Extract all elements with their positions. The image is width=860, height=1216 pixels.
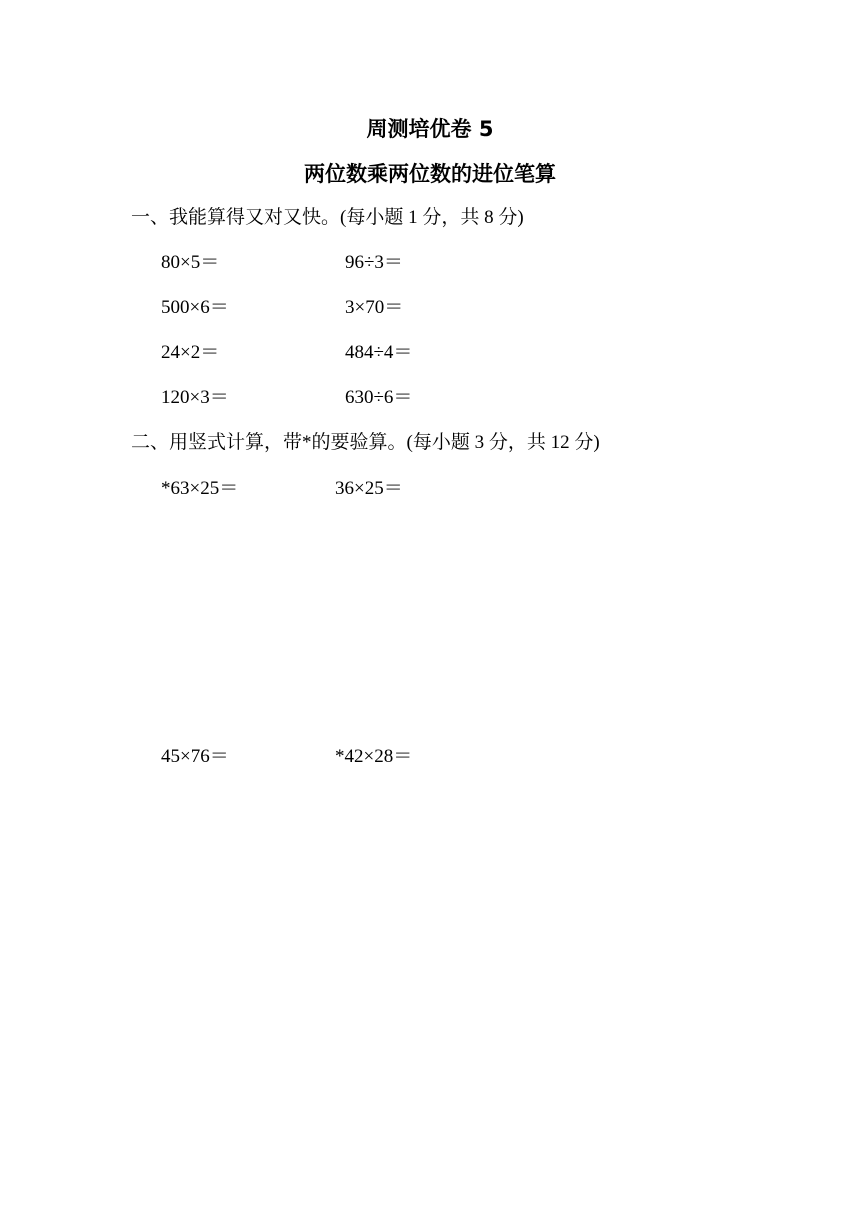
page-title: 周测培优卷 5: [366, 117, 494, 141]
oral-calc-item: 3×70＝: [345, 297, 404, 318]
section-1-heading: 一、我能算得又对又快。(每小题 1 分，共 8 分): [131, 207, 524, 228]
page-subtitle: 两位数乘两位数的进位笔算: [304, 162, 556, 186]
oral-calc-item: 484÷4＝: [345, 342, 413, 363]
oral-calc-item: 500×6＝: [161, 297, 229, 318]
vertical-calc-item: *63×25＝: [161, 478, 239, 499]
vertical-calc-item: *42×28＝: [335, 746, 413, 767]
vertical-calc-item: 45×76＝: [161, 746, 229, 767]
vertical-calc-item: 36×25＝: [335, 478, 403, 499]
oral-calc-item: 96÷3＝: [345, 252, 403, 273]
oral-calc-item: 24×2＝: [161, 342, 220, 363]
oral-calc-item: 630÷6＝: [345, 387, 413, 408]
oral-calc-item: 80×5＝: [161, 252, 220, 273]
oral-calc-item: 120×3＝: [161, 387, 229, 408]
section-2-heading: 二、用竖式计算，带*的要验算。(每小题 3 分，共 12 分): [131, 432, 600, 453]
